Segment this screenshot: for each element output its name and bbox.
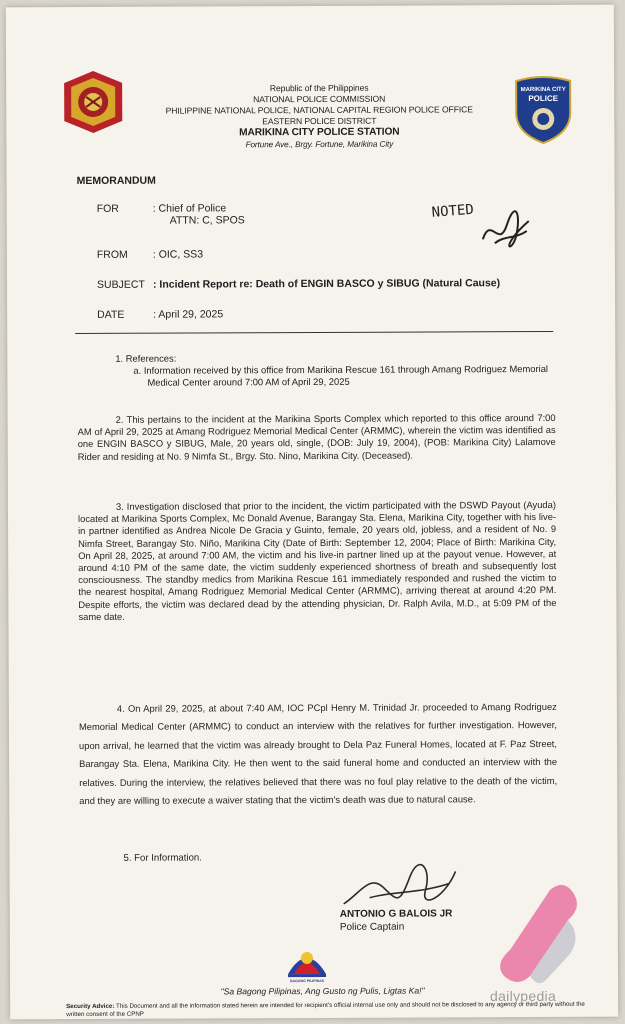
paragraph-3-text: 3. Investigation disclosed that prior to the incident, the victim participated with the DSWD Payout (Ayuda) located at Marikina Sports Complex, Mc Donald Avenue, Barangay Sta. Elena, Marikina City, together with his live-in partner identified as Andrea Nicole De Gracia y Guinto, female, 20 years old, jobless, and a resident of No. 9 Nimfa Street, Barangay Sto. Niño, Marikina City (Date of Birth: September 12, 2004; Place of Birth: Marikina City, On April 28, 2025, at around 7:00 AM, the victim and his live-in partner lined up at the payout venue. However, at around 4:10 PM of the same date, the victim suddenly experienced shortness of breath and subsequently lost consciousness. The standby medics from Marikina Rescue 161 immediately responded and rushed the victim to the nearest hospital, Amang Rodriguez Memorial Medical Center (ARMMC), arriving thereat at around 4:20 PM. Despite efforts, the victim was declared dead by the attending physician, Dr. Ralph Avila, M.D., at 5:09 PM of the same date. xyxy=(78,498,557,622)
references-heading: 1. References: xyxy=(115,352,177,364)
memo-page xyxy=(6,5,618,1020)
memo-subject-row xyxy=(97,277,500,291)
marikina-police-badge-icon xyxy=(512,75,574,145)
bagong-pilipinas-logo-icon xyxy=(282,938,332,982)
signature-icon xyxy=(340,863,460,912)
badge-police-text: POLICE xyxy=(528,93,559,104)
header-epd: EASTERN POLICE DISTRICT xyxy=(262,115,377,127)
reference-a: a. Information received by this office from Marikina Rescue 161 through Amang Rodriguez Memorial Medical Center around 7:00 AM of April 29, 2025 xyxy=(133,363,549,389)
paragraph-5: 5. For Information. xyxy=(123,852,202,864)
dailypedia-watermark-text: dailypedia xyxy=(490,988,557,1004)
memo-from-row xyxy=(97,248,203,260)
header-station: MARIKINA CITY POLICE STATION xyxy=(239,126,400,139)
noted-handwriting: NOTED xyxy=(431,201,475,221)
letterhead xyxy=(126,82,512,151)
memo-date-row xyxy=(97,308,223,321)
for-value: : Chief of Police xyxy=(152,202,227,215)
memo-title: MEMORANDUM xyxy=(76,174,156,188)
attn-value: ATTN: C, SPOS xyxy=(169,214,245,227)
header-divider xyxy=(75,331,553,334)
badge-city-text: MARIKINA CITY xyxy=(520,86,566,94)
from-label: FROM xyxy=(96,248,128,261)
noted-signature-icon xyxy=(477,209,535,253)
signatory-name: ANTONIO G BALOIS JR xyxy=(339,908,453,920)
footer-motto: "Sa Bagong Pilipinas, Ang Gusto ng Pulis, Ligtas Ka!" xyxy=(220,985,425,997)
for-label: FOR xyxy=(96,202,119,215)
security-advice-label: Security Advice: xyxy=(66,1002,115,1011)
dailypedia-watermark-icon xyxy=(490,880,586,986)
security-advice-text: This Document and all the information stated herein are intended for recipient's official internal use only and should not be disclosed to any agency or third party without the written consent of the CPNP xyxy=(66,1000,585,1019)
from-value: : OIC, SS3 xyxy=(152,248,204,261)
pnp-seal-icon xyxy=(60,69,126,135)
header-napolcom: NATIONAL POLICE COMMISSION xyxy=(253,93,386,105)
signatory-block xyxy=(340,907,453,933)
paragraph-2 xyxy=(78,412,556,463)
header-pnp-ncrpo: PHILIPPINE NATIONAL POLICE, NATIONAL CAPITAL REGION POLICE OFFICE xyxy=(165,104,473,116)
memo-for-row xyxy=(97,202,245,227)
subject-value: : Incident Report re: Death of ENGIN BASCO y SIBUG (Natural Cause) xyxy=(152,277,501,291)
date-label: DATE xyxy=(97,308,125,321)
bagong-pilipinas-label: BAGONG PILIPINAS xyxy=(290,978,324,984)
header-address: Fortune Ave., Brgy. Fortune, Marikina City xyxy=(245,139,394,150)
references-section xyxy=(115,351,555,390)
header-republic: Republic of the Philippines xyxy=(269,82,369,94)
paragraph-2-text: 2. This pertains to the incident at the Marikina Sports Complex which reported to this office around 7:00 AM of April 29, 2025 at Amang Rodriguez Memorial Medical Center (ARMMC), wherein the victim was identified as one ENGIN BASCO y SIBUG, Male, 20 years old, single, (DOB: July 19, 2004), (POB: Marikina City) Lalamove Rider and residing at No. 9 Nimfa St., Brgy. Sto. Nino, Marikina City. (Deceased). xyxy=(77,411,556,462)
date-value: : April 29, 2025 xyxy=(153,308,224,321)
paragraph-3 xyxy=(78,499,557,623)
subject-label: SUBJECT xyxy=(96,278,145,291)
paragraph-4-text: 4. On April 29, 2025, at about 7:40 AM, IOC PCpl Henry M. Trinidad Jr. proceeded to Amang Rodriguez Memorial Medical Center (ARMMC) to conduct an interview with the relatives for further investigation. However, upon arrival, he learned that the victim was already brought to Dela Paz Funeral Homes, located at F. Paz Street, Barangay Sta. Elena, Marikina City. He then went to the said funeral home and conducted an interview with the relatives. During the interview, the relatives believed that there was no foul play relative to the death of the victim, and they are willing to execute a waiver stating that the victim's death was due to natural cause. xyxy=(78,700,558,807)
paragraph-4 xyxy=(79,698,557,811)
signatory-rank: Police Captain xyxy=(339,921,405,933)
